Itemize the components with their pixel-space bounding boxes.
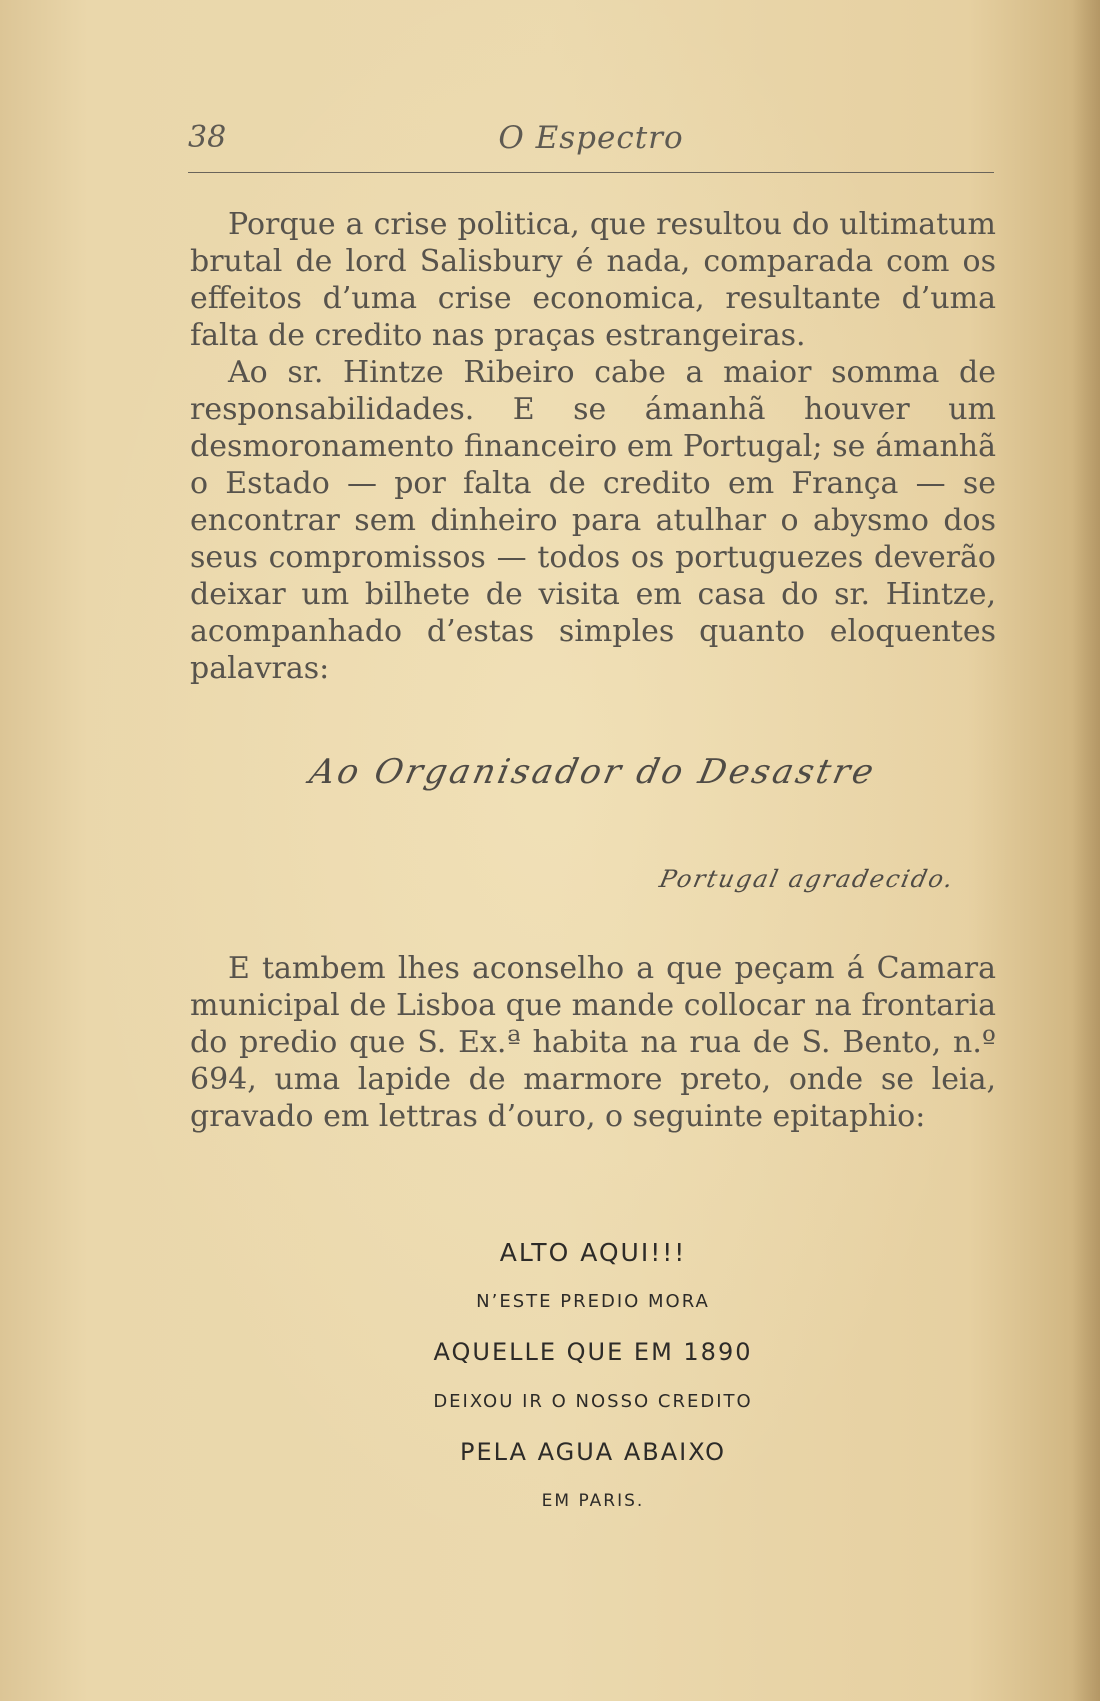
running-title: O Espectro xyxy=(498,120,684,156)
header-rule xyxy=(188,172,994,173)
paragraph: E tambem lhes aconselho a que peçam á Camara municipal de Lisboa que mande collocar na frontaria do predio que S. Ex.ª habita na rua de S. Bento, n.º 694, uma lapide de marmore preto, onde se leia, gravado em lettras d’ouro, o seguinte epitaphio: xyxy=(190,951,996,1134)
paragraph-block-2 xyxy=(190,950,996,1135)
epitaph-line: AQUELLE QUE EM 1890 xyxy=(433,1338,753,1366)
epitaph-line: DEIXOU IR O NOSSO CREDITO xyxy=(433,1391,753,1412)
dedication-script: Ao Organisador do Desastre xyxy=(306,752,880,792)
epitaph-line: PELA AGUA ABAIXO xyxy=(460,1438,726,1466)
paragraph-block-1 xyxy=(190,206,996,687)
epitaph-line: N’ESTE PREDIO MORA xyxy=(476,1291,710,1312)
epitaph-line: EM PARIS. xyxy=(541,1491,645,1511)
page-edge-shadow xyxy=(1072,0,1100,1701)
signature-script: Portugal agradecido. xyxy=(657,865,958,893)
paragraph: Ao sr. Hintze Ribeiro cabe a maior somma de responsabilidades. E se ámanhã houver um desmoronamento financeiro em Portugal; se ámanhã o Estado — por falta de credito em França — se encontrar sem dinheiro para atulhar o abysmo dos seus compromissos — todos os portuguezes deverão deixar um bilhete de visita em casa do sr. Hintze, acompanhado d’estas simples quanto eloquentes palavras: xyxy=(190,355,996,686)
paragraph: Porque a crise politica, que resultou do ultimatum brutal de lord Salisbury é nada, comparada com os effeitos d’uma crise economica, resultante d’uma falta de credito nas praças estrangeiras. xyxy=(190,207,996,353)
epitaph-line: ALTO AQUI!!! xyxy=(499,1238,687,1267)
epitaph xyxy=(190,1228,996,1524)
page-number: 38 xyxy=(188,120,227,155)
page-header xyxy=(188,112,994,162)
